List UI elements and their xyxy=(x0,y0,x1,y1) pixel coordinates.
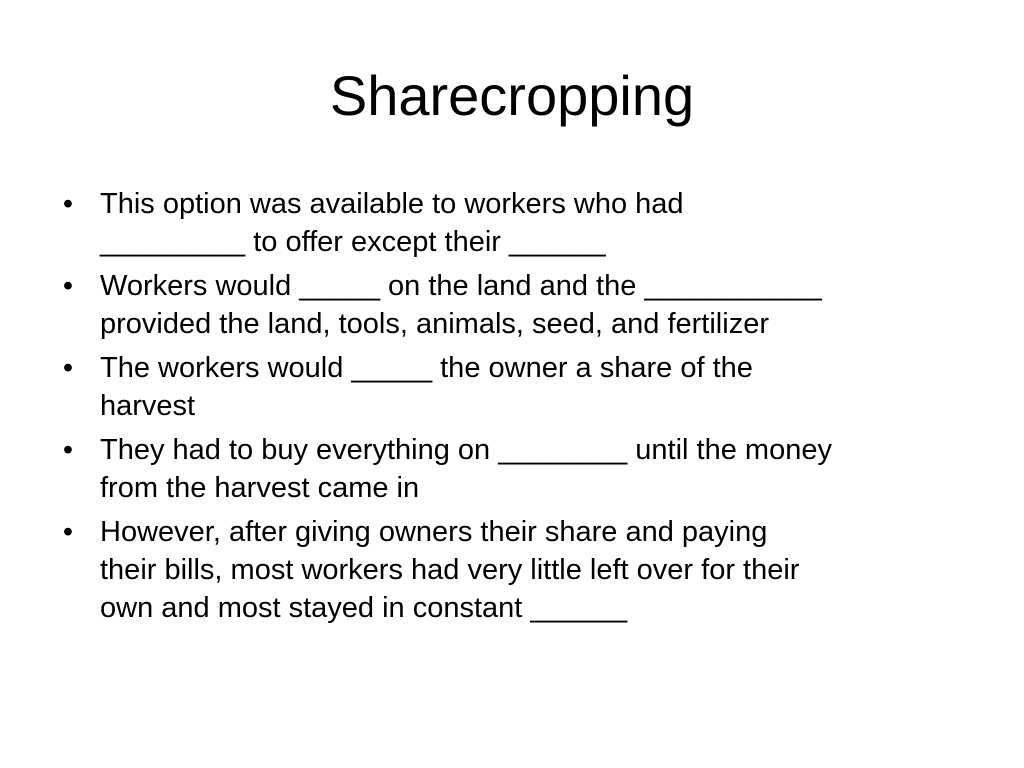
bullet-list xyxy=(58,185,968,633)
bullet-text: However, after giving owners their share and paying their bills, most workers had very little left over for their own and most stayed in constant ______ xyxy=(100,516,800,624)
list-item xyxy=(58,513,968,627)
bullet-text: This option was available to workers who had _________ to offer except their ______ xyxy=(100,188,684,258)
bullet-text: The workers would _____ the owner a share of the harvest xyxy=(100,352,753,422)
bullet-icon: • xyxy=(62,516,74,548)
slide-title: Sharecropping xyxy=(329,64,695,127)
bullet-icon: • xyxy=(62,188,74,220)
list-item xyxy=(58,431,968,507)
bullet-text: Workers would _____ on the land and the ___________ provided the land, tools, animals, seed, and fertilizer xyxy=(100,270,822,340)
list-item xyxy=(58,349,968,425)
bullet-icon: • xyxy=(62,352,74,384)
list-item xyxy=(58,185,968,261)
bullet-icon: • xyxy=(62,270,74,302)
list-item xyxy=(58,267,968,343)
bullet-icon: • xyxy=(62,434,74,466)
bullet-text: They had to buy everything on ________ until the money from the harvest came in xyxy=(100,434,832,504)
